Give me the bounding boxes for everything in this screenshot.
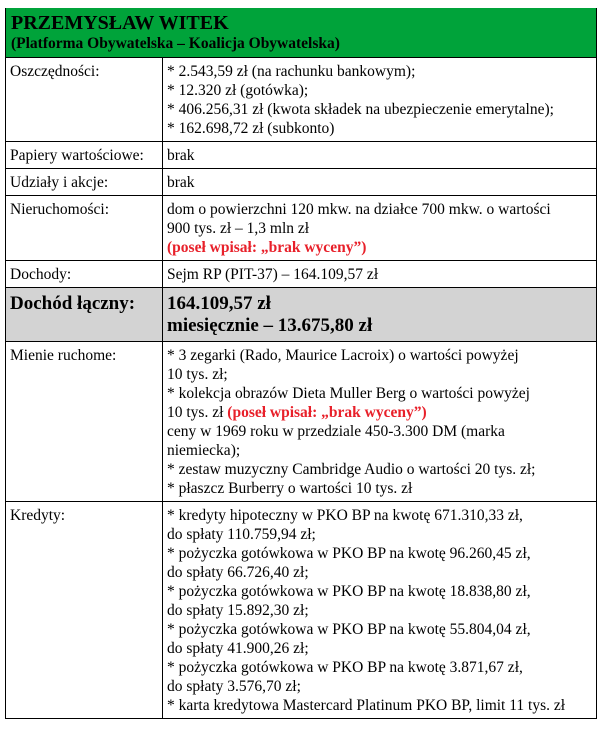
real-estate-note: (poseł wpisał: „brak wyceny”)	[167, 239, 367, 256]
row-securities	[6, 142, 596, 169]
row-label: Nieruchomości:	[6, 196, 163, 261]
row-value: Sejm RP (PIT-37) – 164.109,57 zł	[163, 261, 597, 288]
total-income-monthly: miesięcznie – 13.675,80 zł	[167, 315, 373, 336]
row-credits	[6, 502, 596, 719]
row-label: Mienie ruchome:	[6, 342, 163, 502]
row-label: Papiery wartościowe:	[6, 142, 163, 169]
asset-declaration-card	[5, 8, 597, 719]
movables-item: ceny w 1969 roku w przedziale 450-3.300 DM (marka	[167, 423, 505, 440]
row-label: Kredyty:	[6, 502, 163, 719]
row-label: Udziały i akcje:	[6, 169, 163, 196]
movables-item: * kolekcja obrazów Dieta Muller Berg o wartości powyżej	[167, 385, 530, 402]
savings-item: * 2.543,59 zł (na rachunku bankowym);	[167, 63, 416, 80]
credit-item: * pożyczka gotówkowa w PKO BP na kwotę 55.804,04 zł,	[167, 621, 531, 638]
row-label: Dochody:	[6, 261, 163, 288]
movables-note: (poseł wpisał: „brak wyceny”)	[227, 404, 427, 421]
person-name: PRZEMYSŁAW WITEK	[11, 12, 229, 34]
row-savings	[6, 58, 596, 142]
row-shares	[6, 169, 596, 196]
credit-item: do spłaty 15.892,30 zł;	[167, 602, 309, 619]
party-affiliation: (Platforma Obywatelska – Koalicja Obywatelska)	[11, 35, 340, 52]
savings-item: * 406.256,31 zł (kwota składek na ubezpieczenie emerytalne);	[167, 101, 554, 118]
declaration-table	[6, 58, 596, 718]
movables-item: * zestaw muzyczny Cambridge Audio o wartości 20 tys. zł;	[167, 461, 536, 478]
row-value	[163, 58, 597, 142]
row-value	[163, 502, 597, 719]
row-label: Oszczędności:	[6, 58, 163, 142]
credit-item: * pożyczka gotówkowa w PKO BP na kwotę 96.260,45 zł,	[167, 545, 531, 562]
movables-item: * 3 zegarki (Rado, Maurice Lacroix) o wartości powyżej	[167, 347, 519, 364]
credit-item: do spłaty 110.759,94 zł;	[167, 526, 316, 543]
credit-item: do spłaty 41.900,26 zł;	[167, 640, 309, 657]
movables-item: 10 tys. zł;	[167, 366, 228, 383]
row-label: Dochód łączny:	[6, 288, 163, 342]
movables-item	[167, 403, 592, 422]
row-value	[163, 196, 597, 261]
real-estate-text: dom o powierzchni 120 mkw. na działce 700 mkw. o wartości	[167, 201, 551, 218]
savings-item: * 162.698,72 zł (subkonto)	[167, 120, 335, 137]
header	[6, 8, 596, 58]
movables-item: niemiecka);	[167, 442, 241, 459]
real-estate-text: 900 tys. zł – 1,3 mln zł	[167, 220, 310, 237]
row-value	[163, 342, 597, 502]
row-movables	[6, 342, 596, 502]
savings-item: * 12.320 zł (gotówka);	[167, 82, 309, 99]
total-income-annual: 164.109,57 zł	[167, 293, 271, 314]
credit-item: * karta kredytowa Mastercard Platinum PKO BP, limit 11 tys. zł	[167, 697, 566, 714]
movables-item: * płaszcz Burberry o wartości 10 tys. zł	[167, 480, 413, 497]
credit-item: do spłaty 3.576,70 zł;	[167, 678, 301, 695]
movables-text: 10 tys. zł	[167, 404, 228, 421]
credit-item: * pożyczka gotówkowa w PKO BP na kwotę 18.838,80 zł,	[167, 583, 531, 600]
row-real-estate	[6, 196, 596, 261]
credit-item: * pożyczka gotówkowa w PKO BP na kwotę 3.871,67 zł,	[167, 659, 523, 676]
row-value: brak	[163, 142, 597, 169]
row-value: brak	[163, 169, 597, 196]
row-total-income	[6, 288, 596, 342]
row-value	[163, 288, 597, 342]
credit-item: do spłaty 66.726,40 zł;	[167, 564, 309, 581]
row-income	[6, 261, 596, 288]
credit-item: * kredyty hipoteczny w PKO BP na kwotę 671.310,33 zł,	[167, 507, 523, 524]
